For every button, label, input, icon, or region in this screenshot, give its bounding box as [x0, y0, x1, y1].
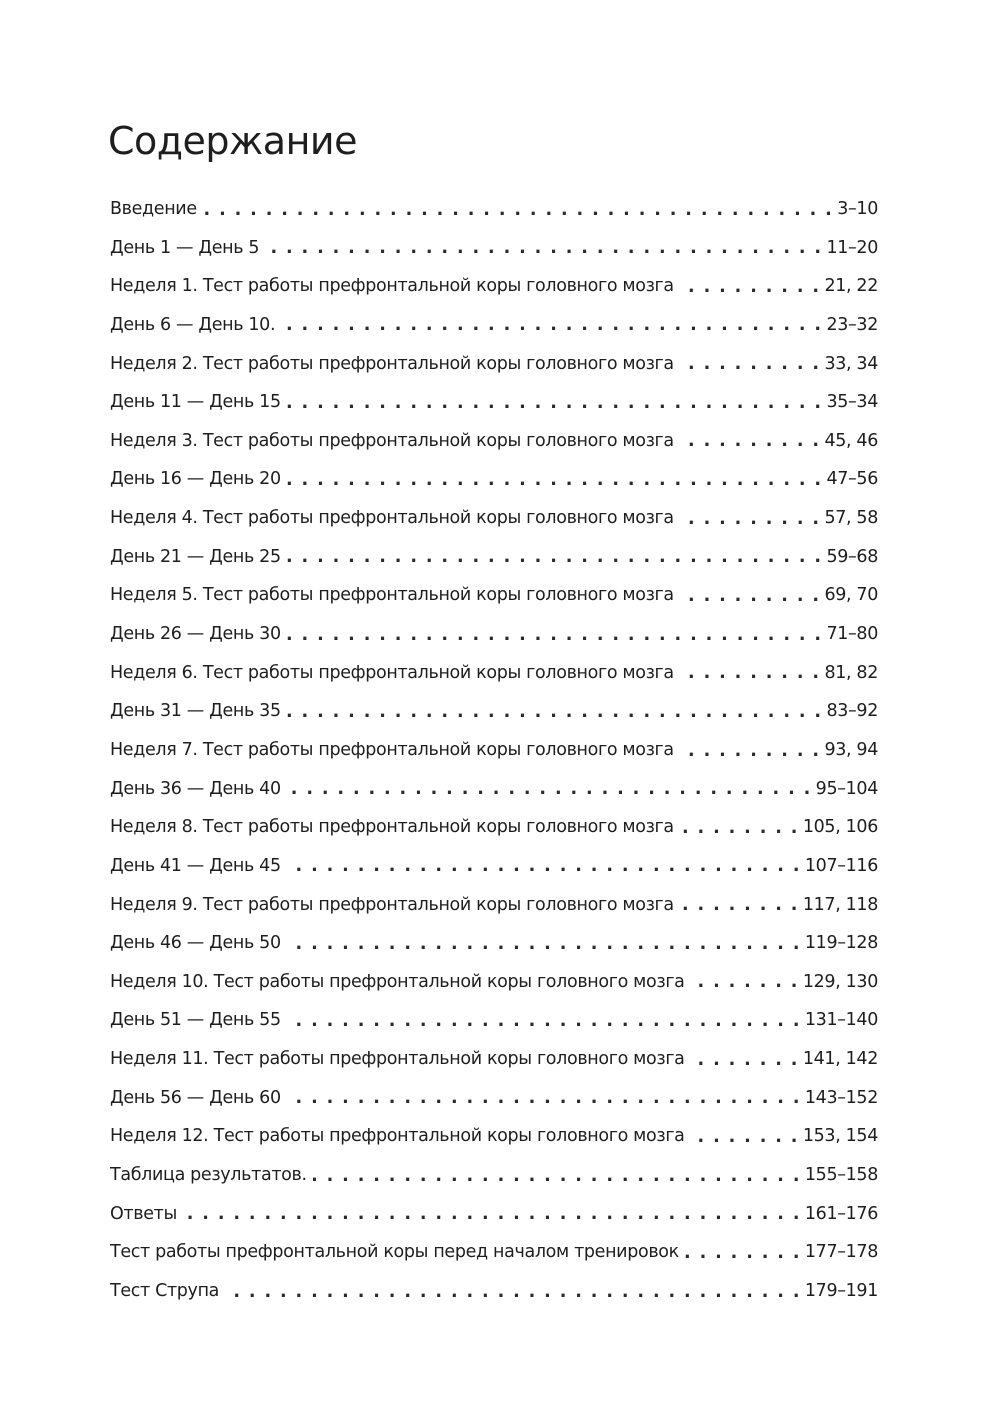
toc-entry[interactable] — [110, 1233, 878, 1272]
toc-entry[interactable] — [110, 460, 878, 499]
toc-entry-pages: 69, 70 — [824, 585, 878, 606]
toc-entry[interactable] — [110, 1195, 878, 1234]
toc-leader-dots — [680, 355, 821, 373]
toc-entry-label: Неделя 1. Тест работы префронтальной коры головного мозга — [110, 276, 674, 297]
toc-entry-pages: 143–152 — [804, 1087, 878, 1108]
toc-entry-label: Неделя 4. Тест работы префронтальной коры головного мозга — [110, 508, 674, 529]
toc-leader-dots — [680, 278, 821, 296]
toc-entry-label: День 1 — День 5 — [110, 237, 260, 258]
toc-leader-dots — [680, 587, 821, 605]
toc-entry-pages: 3–10 — [837, 199, 878, 219]
toc-entry-pages: 153, 154 — [802, 1126, 878, 1147]
toc-entry-label: День 36 — День 40 — [110, 778, 281, 799]
toc-entry[interactable] — [110, 924, 878, 963]
toc-entry-label: День 56 — День 60 — [110, 1087, 281, 1108]
toc-entry-pages: 117, 118 — [802, 894, 878, 915]
toc-leader-dots — [287, 1089, 801, 1107]
toc-entry-label: Таблица результатов. — [110, 1165, 307, 1186]
toc-entry-label: Тест работы префронтальной коры перед началом тренировок — [110, 1242, 679, 1263]
toc-entry-pages: 119–128 — [804, 933, 878, 954]
toc-entry[interactable] — [110, 1040, 878, 1079]
toc-leader-dots — [287, 548, 823, 566]
toc-entry-pages: 95–104 — [815, 778, 878, 799]
toc-entry-label: Неделя 12. Тест работы префронтальной коры головного мозга — [110, 1126, 685, 1147]
toc-leader-dots — [287, 626, 823, 644]
toc-entry[interactable] — [110, 654, 878, 693]
toc-leader-dots — [287, 857, 801, 875]
toc-entry-pages: 47–56 — [826, 469, 878, 490]
toc-entry[interactable] — [110, 1001, 878, 1040]
toc-entry-pages: 155–158 — [804, 1165, 878, 1186]
toc-entry-pages: 131–140 — [804, 1010, 878, 1031]
toc-leader-dots — [183, 1205, 801, 1223]
toc-entry[interactable] — [110, 499, 878, 538]
toc-leader-dots — [680, 742, 821, 760]
toc-entry-label: Неделя 9. Тест работы префронтальной коры головного мозга — [110, 894, 674, 915]
toc-entry[interactable] — [110, 1272, 878, 1311]
toc-entry[interactable] — [110, 1117, 878, 1156]
toc-entry[interactable] — [110, 576, 878, 615]
toc-entry-label: День 11 — День 15 — [110, 392, 281, 413]
toc-entry-label: Тест Струпа — [110, 1280, 220, 1301]
toc-entry[interactable] — [110, 190, 878, 229]
toc-entry-label: Неделя 7. Тест работы префронтальной коры головного мозга — [110, 739, 674, 760]
toc-leader-dots — [691, 1051, 799, 1069]
toc-leader-dots — [287, 394, 823, 412]
toc-entry-pages: 105, 106 — [802, 817, 878, 838]
toc-entry[interactable] — [110, 1079, 878, 1118]
toc-entry[interactable] — [110, 306, 878, 345]
toc-entry[interactable] — [110, 538, 878, 577]
toc-entry[interactable] — [110, 692, 878, 731]
toc-leader-dots — [287, 471, 823, 489]
toc-entry[interactable] — [110, 847, 878, 886]
toc-entry[interactable] — [110, 383, 878, 422]
toc-entry-pages: 59–68 — [826, 546, 878, 567]
toc-entry-label: Неделя 10. Тест работы префронтальной коры головного мозга — [110, 971, 685, 992]
toc-entry-label: День 16 — День 20 — [110, 469, 281, 490]
toc-entry-pages: 35–34 — [826, 392, 878, 413]
toc-entry-pages: 161–176 — [804, 1203, 878, 1224]
toc-entry[interactable] — [110, 422, 878, 461]
toc-leader-dots — [680, 510, 821, 528]
toc-entry-pages: 177–178 — [804, 1242, 878, 1263]
toc-entry-pages: 81, 82 — [824, 662, 878, 683]
toc-entry-label: Введение — [110, 199, 197, 219]
toc-entry-pages: 33, 34 — [824, 353, 878, 374]
toc-leader-dots — [265, 239, 822, 257]
toc-leader-dots — [680, 432, 821, 450]
toc-leader-dots — [680, 664, 821, 682]
toc-entry-pages: 179–191 — [804, 1280, 878, 1301]
toc-entry[interactable] — [110, 615, 878, 654]
toc-leader-dots — [680, 896, 799, 914]
toc-entry-label: День 26 — День 30 — [110, 624, 281, 645]
toc-leader-dots — [281, 316, 822, 334]
toc-leader-dots — [691, 1128, 799, 1146]
toc-entry-label: День 41 — День 45 — [110, 855, 281, 876]
toc-entry-label: Неделя 6. Тест работы префронтальной коры головного мозга — [110, 662, 674, 683]
toc-entry-label: День 31 — День 35 — [110, 701, 281, 722]
toc-leader-dots — [203, 201, 834, 219]
toc-entry[interactable] — [110, 770, 878, 809]
toc-entry-label: День 21 — День 25 — [110, 546, 281, 567]
toc-entry-label: Неделя 2. Тест работы префронтальной коры головного мозга — [110, 353, 674, 374]
toc-entry-pages: 21, 22 — [824, 276, 878, 297]
toc-entry-pages: 23–32 — [826, 314, 878, 335]
toc-entry[interactable] — [110, 963, 878, 1002]
toc-leader-dots — [287, 935, 801, 953]
toc-entry-label: День 51 — День 55 — [110, 1010, 281, 1031]
toc-entry-pages: 45, 46 — [824, 430, 878, 451]
toc-entry-pages: 11–20 — [826, 237, 878, 258]
toc-entry-label: День 46 — День 50 — [110, 933, 281, 954]
table-of-contents — [110, 190, 878, 1311]
toc-leader-dots — [225, 1283, 801, 1301]
toc-entry[interactable] — [110, 267, 878, 306]
toc-entry[interactable] — [110, 1156, 878, 1195]
toc-entry[interactable] — [110, 808, 878, 847]
toc-entry-pages: 107–116 — [804, 855, 878, 876]
toc-leader-dots — [313, 1167, 801, 1185]
toc-entry[interactable] — [110, 229, 878, 268]
toc-leader-dots — [691, 973, 799, 991]
toc-entry[interactable] — [110, 345, 878, 384]
toc-entry-label: Неделя 8. Тест работы префронтальной коры головного мозга — [110, 817, 674, 838]
toc-leader-dots — [287, 703, 823, 721]
toc-entry-pages: 71–80 — [826, 624, 878, 645]
page-title: Содержание — [108, 119, 357, 163]
toc-entry-pages: 93, 94 — [824, 739, 878, 760]
toc-leader-dots — [680, 819, 799, 837]
toc-entry-label: Неделя 5. Тест работы префронтальной коры головного мозга — [110, 585, 674, 606]
toc-leader-dots — [287, 780, 812, 798]
toc-entry-pages: 141, 142 — [802, 1049, 878, 1070]
toc-entry[interactable] — [110, 731, 878, 770]
toc-entry[interactable] — [110, 886, 878, 925]
toc-entry-pages: 57, 58 — [824, 508, 878, 529]
toc-entry-pages: 129, 130 — [802, 971, 878, 992]
toc-entry-pages: 83–92 — [826, 701, 878, 722]
toc-leader-dots — [287, 1012, 801, 1030]
toc-entry-label: Неделя 3. Тест работы префронтальной коры головного мозга — [110, 430, 674, 451]
toc-entry-label: День 6 — День 10. — [110, 314, 276, 335]
toc-leader-dots — [685, 1244, 801, 1262]
toc-entry-label: Неделя 11. Тест работы префронтальной коры головного мозга — [110, 1049, 685, 1070]
toc-entry-label: Ответы — [110, 1203, 177, 1224]
